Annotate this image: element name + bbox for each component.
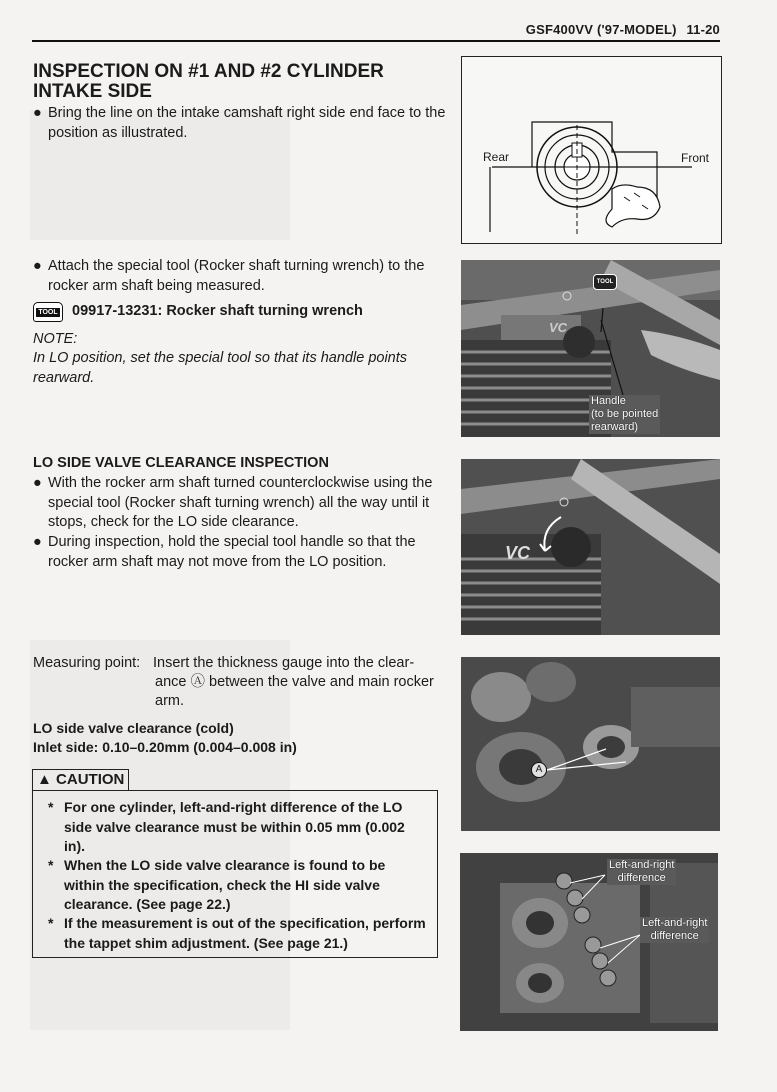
asterisk: *: [48, 915, 54, 931]
vc-logo: VC: [505, 543, 531, 563]
spec-heading: LO side valve clearance (cold): [33, 720, 234, 736]
difference-label-top-line1: Left-and-right: [609, 859, 675, 871]
caution-item: [48, 798, 426, 857]
bullet-lo-hold: [33, 533, 453, 572]
header-rule: [32, 40, 720, 42]
caution-item-text: If the measurement is out of the specification, perform the tappet shim adjustment. (See page 21.): [64, 915, 426, 951]
tool-icon: [33, 302, 63, 322]
bullet-text: During inspection, hold the special tool handle so that the rocker arm shaft may not move from the LO position.: [48, 534, 416, 570]
asterisk: *: [48, 857, 54, 873]
bullet-dot: ●: [33, 258, 42, 274]
caution-item: [48, 914, 426, 953]
handle-label-line1: Handle: [591, 395, 626, 407]
label-front: Front: [681, 151, 710, 165]
photo-tool-icon: [593, 274, 617, 290]
page-number: 11-20: [686, 22, 720, 37]
tool-icon-text: TOOL: [36, 308, 60, 317]
bullet-lo-check: [33, 474, 453, 533]
photo-clearance: [461, 657, 720, 831]
bullet-text: With the rocker arm shaft turned counterclockwise using the special tool (Rocker shaft turning wrench) all the way until it stops, check for the LO side clearance.: [48, 475, 433, 530]
difference-label-bottom-line1: Left-and-right: [642, 917, 708, 929]
caution-label: [32, 769, 129, 791]
difference-label-bottom: [640, 917, 709, 943]
measuring-line3: arm.: [155, 693, 184, 709]
difference-label-top-line2: difference: [617, 872, 666, 884]
note-text: In LO position, set the special tool so that its handle points rearward.: [33, 350, 408, 386]
warning-triangle-icon: ▲: [37, 771, 52, 788]
handle-label: [589, 395, 660, 434]
difference-label-bottom-line2: difference: [650, 930, 699, 942]
photo-tool-turned: [461, 459, 720, 635]
handle-label-line2: (to be pointed: [591, 408, 659, 420]
bullet-attach-tool: [33, 257, 453, 296]
measuring-label: Measuring point:: [33, 655, 141, 671]
caution-item-text: When the LO side valve clearance is found to be within the specification, check the HI side valve clearance. (See page 22.): [64, 857, 386, 912]
page-header: [526, 22, 720, 37]
photo-tool-attached: [461, 260, 720, 437]
lo-section-heading: LO SIDE VALVE CLEARANCE INSPECTION: [33, 455, 329, 471]
measuring-line1: Insert the thickness gauge into the clear-: [153, 655, 415, 671]
label-rear: Rear: [483, 150, 510, 164]
difference-label-top: [607, 859, 676, 885]
photo-tool-icon-text: TOOL: [596, 279, 614, 285]
asterisk: *: [48, 799, 54, 815]
bullet-dot: ●: [33, 534, 42, 550]
bullet-camshaft-line: [33, 104, 453, 143]
handle-label-line3: rearward): [591, 421, 639, 433]
bullet-dot: ●: [33, 475, 42, 491]
model-name: GSF400VV ('97-MODEL): [525, 22, 677, 37]
measuring-line2: ance Ⓐ between the valve and main rocker: [155, 674, 434, 690]
tool-part-number: 09917-13231: Rocker shaft turning wrench: [72, 303, 363, 319]
caution-item: [48, 856, 426, 915]
bullet-text: Bring the line on the intake camshaft right side end face to the position as illustrated.: [48, 105, 446, 141]
spec-value: Inlet side: 0.10–0.20mm (0.004–0.008 in): [33, 739, 297, 755]
camshaft-position-diagram: [461, 56, 722, 244]
caution-item-text: For one cylinder, left-and-right difference of the LO side valve clearance must be within 0.05 mm (0.002 in).: [64, 799, 405, 854]
bullet-dot: ●: [33, 105, 42, 121]
bullet-text: Attach the special tool (Rocker shaft turning wrench) to the rocker arm shaft being measured.: [48, 258, 425, 294]
vc-logo: VC: [549, 320, 568, 335]
note-label: NOTE:: [33, 331, 78, 347]
photo-left-right-difference: [460, 853, 718, 1031]
caution-text: CAUTION: [56, 771, 125, 788]
section-title: INSPECTION ON #1 AND #2 CYLINDER INTAKE SIDE: [33, 61, 384, 102]
clearance-marker: A: [531, 762, 547, 778]
